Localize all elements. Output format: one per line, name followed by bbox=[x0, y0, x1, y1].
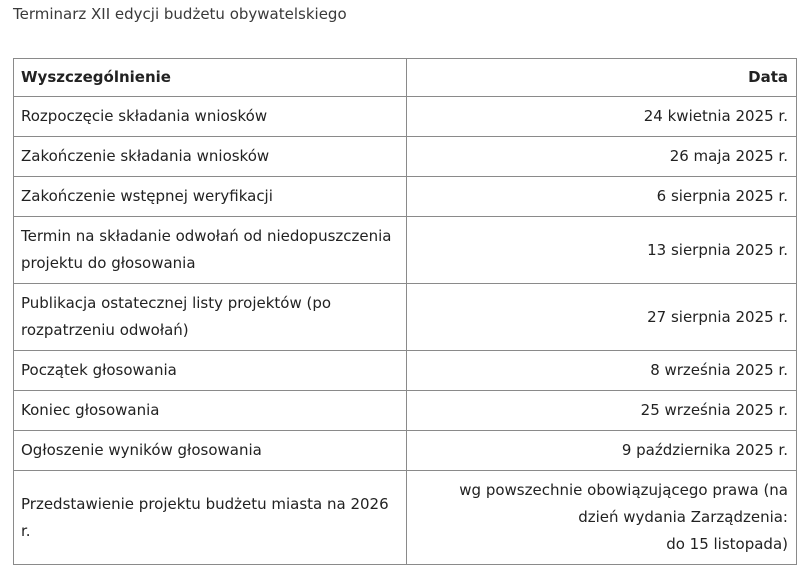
table-row bbox=[14, 351, 797, 391]
table-row bbox=[14, 431, 797, 471]
row-date: 25 września 2025 r. bbox=[407, 391, 797, 431]
row-date: 9 października 2025 r. bbox=[407, 431, 797, 471]
row-name: Przedstawienie projektu budżetu miasta na 2026 r. bbox=[14, 471, 407, 565]
row-date bbox=[407, 471, 797, 565]
row-date: 27 sierpnia 2025 r. bbox=[407, 284, 797, 351]
row-name: Ogłoszenie wyników głosowania bbox=[14, 431, 407, 471]
table-row bbox=[14, 217, 797, 284]
table-row bbox=[14, 137, 797, 177]
row-name: Publikacja ostatecznej listy projektów (po rozpatrzeniu odwołań) bbox=[14, 284, 407, 351]
table-header-row bbox=[14, 59, 797, 97]
row-name: Rozpoczęcie składania wniosków bbox=[14, 97, 407, 137]
row-name: Termin na składanie odwołań od niedopuszczenia projektu do głosowania bbox=[14, 217, 407, 284]
table-row bbox=[14, 391, 797, 431]
row-name: Zakończenie składania wniosków bbox=[14, 137, 407, 177]
row-date: 8 września 2025 r. bbox=[407, 351, 797, 391]
table-row bbox=[14, 97, 797, 137]
row-name: Koniec głosowania bbox=[14, 391, 407, 431]
row-name: Zakończenie wstępnej weryfikacji bbox=[14, 177, 407, 217]
row-date: 6 sierpnia 2025 r. bbox=[407, 177, 797, 217]
row-name: Początek głosowania bbox=[14, 351, 407, 391]
row-date-line: wg powszechnie obowiązującego prawa (na bbox=[459, 481, 788, 499]
table-row bbox=[14, 471, 797, 565]
row-date: 26 maja 2025 r. bbox=[407, 137, 797, 177]
schedule-table bbox=[13, 58, 797, 565]
header-date: Data bbox=[407, 59, 797, 97]
header-name: Wyszczególnienie bbox=[14, 59, 407, 97]
row-date-line: dzień wydania Zarządzenia: bbox=[578, 508, 788, 526]
row-date-line: do 15 listopada) bbox=[666, 535, 788, 553]
row-date: 24 kwietnia 2025 r. bbox=[407, 97, 797, 137]
row-date: 13 sierpnia 2025 r. bbox=[407, 217, 797, 284]
table-caption: Terminarz XII edycji budżetu obywatelskiego bbox=[13, 5, 347, 23]
table-row bbox=[14, 177, 797, 217]
table-row bbox=[14, 284, 797, 351]
